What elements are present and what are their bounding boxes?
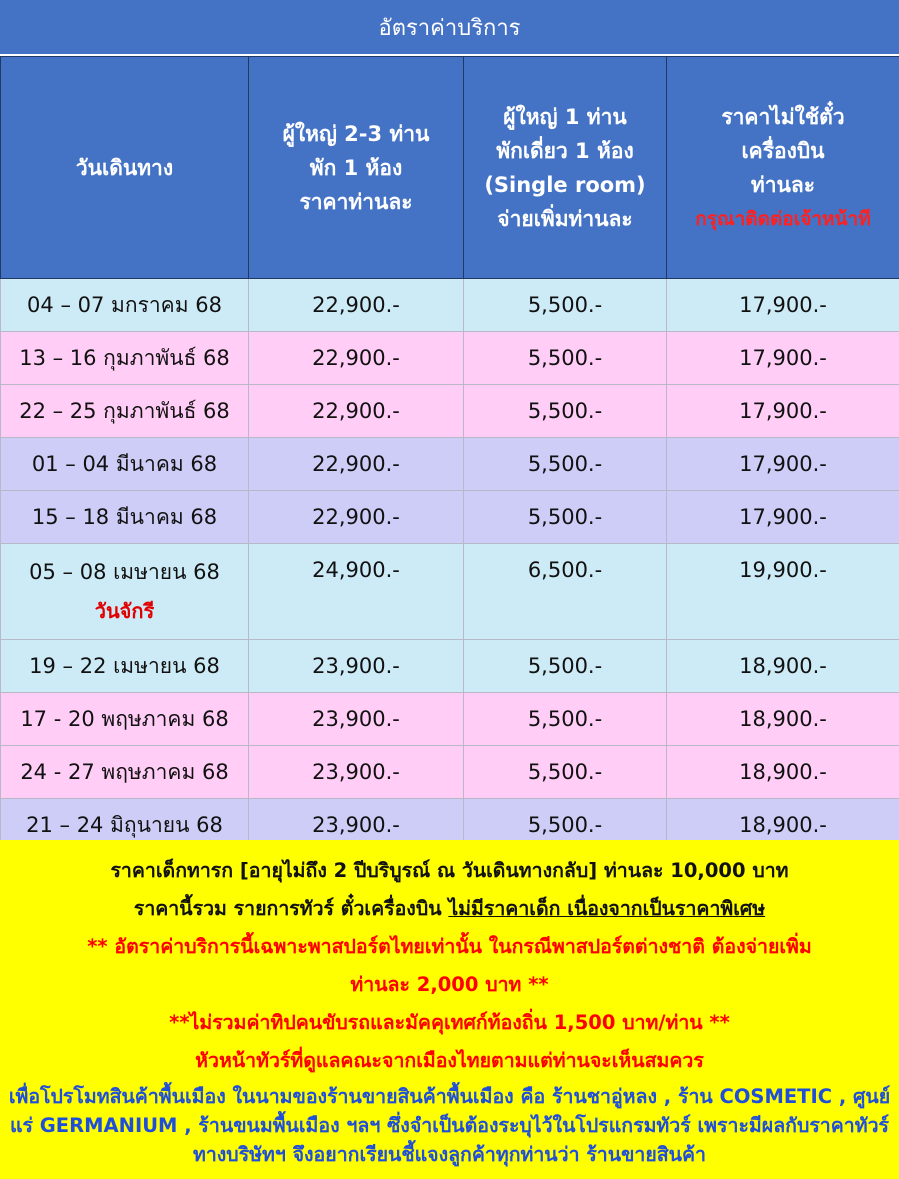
single-supplement-cell: 5,500.- [464, 385, 667, 438]
table-row [1, 332, 899, 385]
travel-date: 04 – 07 มกราคม 68 [27, 292, 222, 317]
single-supplement-cell: 5,500.- [464, 640, 667, 693]
travel-date-cell [1, 693, 249, 746]
included-prefix: ราคานี้รวม รายการทัวร์ ตั๋วเครื่องบิน [133, 897, 449, 920]
no-ticket-price-cell: 17,900.- [667, 279, 899, 332]
no-ticket-price-cell: 18,900.- [667, 640, 899, 693]
column-header-line: ราคาไม่ใช้ตั๋ว [721, 104, 845, 129]
travel-date-cell [1, 279, 249, 332]
adult-price-cell: 22,900.- [249, 438, 464, 491]
column-header-line: วันเดินทาง [75, 155, 174, 180]
adult-price-cell: 23,900.- [249, 693, 464, 746]
single-supplement-cell: 5,500.- [464, 332, 667, 385]
no-ticket-price-cell: 17,900.- [667, 491, 899, 544]
no-ticket-price-cell: 17,900.- [667, 332, 899, 385]
adult-price-cell: 22,900.- [249, 491, 464, 544]
adult-price-cell: 24,900.- [249, 544, 464, 640]
travel-date-cell [1, 491, 249, 544]
column-header-line: เครื่องบิน [741, 138, 825, 163]
no-ticket-price-cell: 18,900.- [667, 746, 899, 799]
column-header-line: ท่านละ [750, 172, 816, 197]
passport-note-2: ท่านละ 2,000 บาท ** [350, 973, 549, 996]
included-note [0, 890, 899, 928]
tip-note: **ไม่รวมค่าทิปคนขับรถและมัคคุเทศก์ท้องถิ่น 1,500 บาท/ท่าน ** [169, 1011, 730, 1034]
single-supplement-cell: 5,500.- [464, 799, 667, 852]
conditions-box [0, 840, 899, 1179]
table-row [1, 693, 899, 746]
travel-date: 24 - 27 พฤษภาคม 68 [20, 759, 229, 784]
no-ticket-price-cell: 17,900.- [667, 438, 899, 491]
no-ticket-price-cell: 18,900.- [667, 799, 899, 852]
column-header-3 [464, 57, 667, 279]
table-row [1, 385, 899, 438]
table-row [1, 491, 899, 544]
travel-date: 17 - 20 พฤษภาคม 68 [20, 706, 229, 731]
travel-date: 21 – 24 มิถุนายน 68 [26, 812, 223, 837]
adult-price-cell: 22,900.- [249, 385, 464, 438]
adult-price-cell: 22,900.- [249, 332, 464, 385]
adult-price-cell: 22,900.- [249, 279, 464, 332]
table-row [1, 279, 899, 332]
column-header-note: กรุณาติดต่อเจ้าหน้าที [669, 202, 897, 236]
no-ticket-price-cell: 17,900.- [667, 385, 899, 438]
holiday-note: วันจักรี [94, 599, 155, 623]
table-row [1, 746, 899, 799]
column-header-line: (Single room) [484, 172, 646, 197]
column-header-2 [249, 57, 464, 279]
column-header-4 [667, 57, 899, 279]
adult-price-cell: 23,900.- [249, 746, 464, 799]
adult-price-cell: 23,900.- [249, 799, 464, 852]
column-header-1 [1, 57, 249, 279]
single-supplement-cell: 5,500.- [464, 693, 667, 746]
table-row [1, 438, 899, 491]
column-header-line: ผู้ใหญ่ 2-3 ท่าน [282, 121, 430, 146]
single-supplement-cell: 6,500.- [464, 544, 667, 640]
travel-date: 01 – 04 มีนาคม 68 [31, 451, 218, 476]
travel-date: 19 – 22 เมษายน 68 [29, 653, 220, 678]
single-supplement-cell: 5,500.- [464, 438, 667, 491]
column-header-line: พัก 1 ห้อง [309, 155, 403, 180]
travel-date-cell [1, 385, 249, 438]
travel-date: 05 – 08 เมษายน 68 [29, 560, 220, 584]
child-price-note: ราคาเด็กทารก [อายุไม่ถึง 2 ปีบริบูรณ์ ณ วันเดินทางกลับ] ท่านละ 10,000 บาท [110, 859, 789, 882]
header-row [1, 57, 899, 279]
passport-note: ** อัตราค่าบริการนี้เฉพาะพาสปอร์ตไทยเท่านั้น ในกรณีพาสปอร์ตต่างชาติ ต้องจ่ายเพิ่ม [87, 935, 812, 958]
no-ticket-price-cell: 19,900.- [667, 544, 899, 640]
page-title: อัตราค่าบริการ [0, 0, 899, 56]
column-header-line: พักเดี่ยว 1 ห้อง [496, 138, 634, 163]
travel-date-cell [1, 332, 249, 385]
tip-note-2: หัวหน้าทัวร์ที่ดูแลคณะจากเมืองไทยตามแต่ท่านจะเห็นสมควร [195, 1049, 704, 1072]
travel-date-cell [1, 438, 249, 491]
single-supplement-cell: 5,500.- [464, 491, 667, 544]
travel-date-cell [1, 544, 249, 640]
travel-date: 13 – 16 กุมภาพันธ์ 68 [19, 345, 230, 370]
column-header-line: ราคาท่านละ [299, 189, 413, 214]
table-row [1, 544, 899, 640]
single-supplement-cell: 5,500.- [464, 746, 667, 799]
travel-date: 22 – 25 กุมภาพันธ์ 68 [19, 398, 230, 423]
rate-table [0, 56, 899, 852]
travel-date: 15 – 18 มีนาคม 68 [31, 504, 218, 529]
promo-note: เพื่อโปรโมทสินค้าพื้นเมือง ในนามของร้านขายสินค้าพื้นเมือง คือ ร้านชาอู่หลง , ร้าน COSMETIC , ศูนย์แร่ GERMANIUM , ร้านขนมพื้นเมือง ฯลฯ ซึ่งจำเป็นต้องระบุไว้ในโปรแกรมทัวร์ เพราะมีผลกับราคาทัวร์ ทางบริษัทฯ จึงอยากเรียนชี้แจงลูกค้าทุกท่านว่า ร้านขายสินค้า [8, 1085, 891, 1166]
column-header-line: ผู้ใหญ่ 1 ท่าน [503, 104, 627, 129]
travel-date-cell [1, 640, 249, 693]
table-row [1, 640, 899, 693]
single-supplement-cell: 5,500.- [464, 279, 667, 332]
included-underlined: ไม่มีราคาเด็ก เนื่องจากเป็นราคาพิเศษ [448, 897, 766, 920]
adult-price-cell: 23,900.- [249, 640, 464, 693]
column-header-line: จ่ายเพิ่มท่านละ [497, 206, 633, 231]
travel-date-cell [1, 746, 249, 799]
no-ticket-price-cell: 18,900.- [667, 693, 899, 746]
rate-table-body [1, 279, 899, 852]
